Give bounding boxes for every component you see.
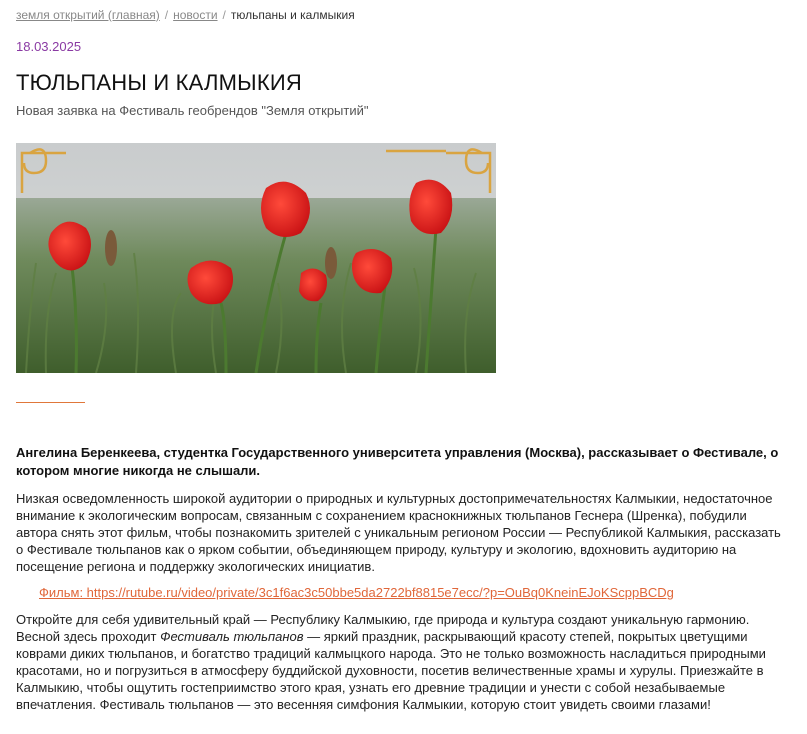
breadcrumb-separator: / xyxy=(164,8,169,22)
article-date: 18.03.2025 xyxy=(16,39,82,54)
paragraph-text: Откройте для себя удивительный край — Республику Калмыкию, где природа и культура создают уникальную гармонию. Весной здесь проходит xyxy=(16,612,750,644)
festival-name-italic: Фестиваль тюльпанов xyxy=(160,629,304,644)
article-lead: Ангелина Беренкеева, студентка Государственного университета управления (Москва), рассказывает о Фестивале, о котором многие никогда не слышали. xyxy=(16,445,779,478)
breadcrumb-news-link[interactable]: новости xyxy=(173,8,218,22)
section-divider xyxy=(16,402,85,403)
film-link[interactable]: Фильм: https://rutube.ru/video/private/3c1f6ac3c50bbe5da2722bf8815e7ecc/?p=OuBq0KneinEJoKScppBCDg xyxy=(39,585,674,600)
breadcrumb xyxy=(16,8,355,22)
page-title: ТЮЛЬПАНЫ И КАЛМЫКИЯ xyxy=(16,70,302,95)
hero-image-tulips xyxy=(16,143,496,373)
article-paragraph: Низкая осведомленность широкой аудитории о природных и культурных достопримечательностях Калмыкии, недостаточное внимание к экологическим вопросам, связанным с сохранением краснокнижных тюльпанов Геснера (Шренка), побудили автора снять этот фильм, чтобы познакомить зрителей с уникальным регионом России — Республикой Калмыкия, рассказать о Фестивале тюльпанов как о ярком событии, объединяющем природу, культуру и экологию, вдохновить аудиторию на посещение региона и поддержку экологических инициатив. xyxy=(16,491,781,574)
breadcrumb-separator: / xyxy=(222,8,226,22)
article-paragraph xyxy=(16,611,786,713)
paragraph-text: — яркий праздник, раскрывающий красоту степей, покрытых цветущими коврами диких тюльпанов, и богатство традиций калмыцкого народа. Это не только возможность насладиться природными красотами, но и погрузиться в атмосферу буддийской духовности, посетив величественные храмы и хурулы. Приезжайте в Калмыкию, чтобы ощутить гостеприимство этого края, узнать его древние традиции и унести с собой незабываемые впечатления. Фестиваль тюльпанов — это весенняя симфония Калмыкии, которую стоит увидеть своими глазами! xyxy=(16,629,766,712)
breadcrumb-current: тюльпаны и калмыкия xyxy=(230,8,355,22)
page-subtitle: Новая заявка на Фестиваль геобрендов "Земля открытий" xyxy=(16,103,369,118)
breadcrumb-home-link[interactable]: земля открытий (главная) xyxy=(16,8,160,22)
